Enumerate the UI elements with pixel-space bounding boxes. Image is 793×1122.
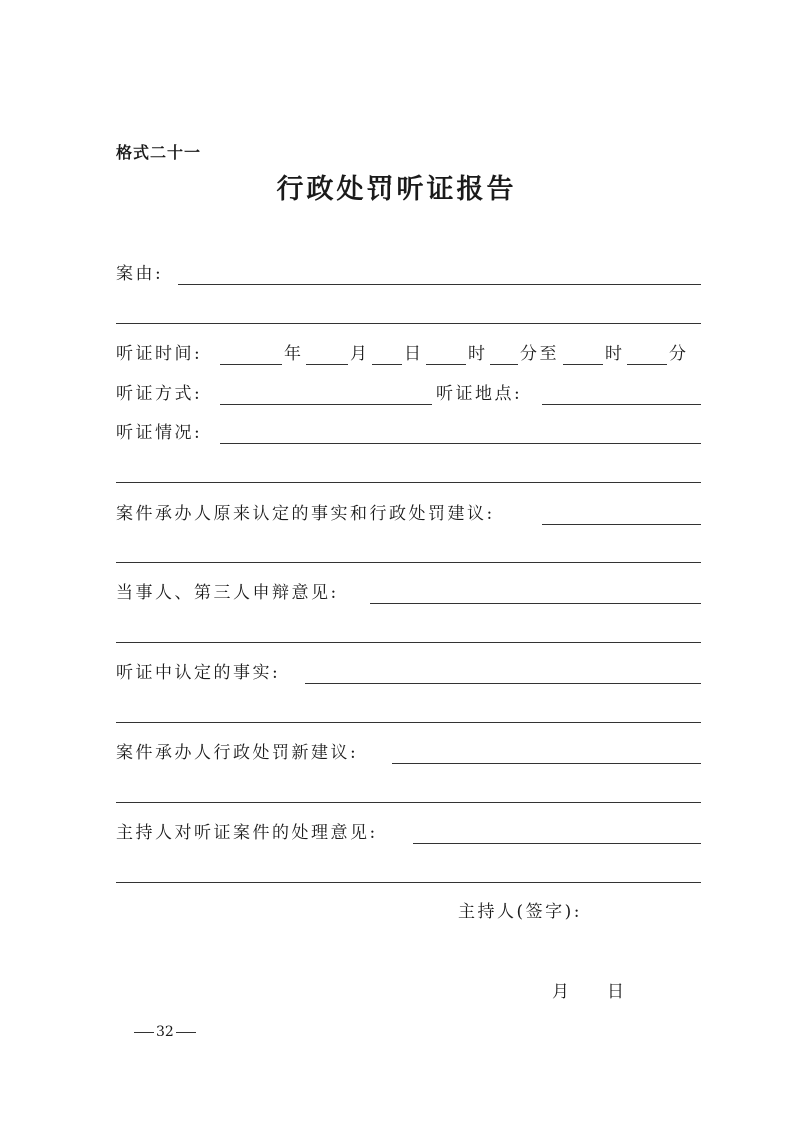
presiding-opinion-label: 主持人对听证案件的处理意见: (116, 823, 378, 843)
new-proposal-label: 案件承办人行政处罚新建议: (116, 743, 359, 763)
document-title: 行政处罚听证报告 (276, 174, 517, 205)
original-facts-line-2[interactable] (116, 562, 701, 563)
case-cause-label: 案由: (116, 264, 164, 284)
hearing-end-minute-line[interactable] (627, 364, 667, 365)
new-proposal-line-2[interactable] (116, 802, 701, 803)
page-number-dash-left (134, 1032, 154, 1033)
page-number-dash-right (176, 1032, 196, 1033)
hearing-year-line[interactable] (220, 364, 282, 365)
hearing-location-line[interactable] (542, 404, 701, 405)
year-unit: 年 (284, 344, 304, 364)
case-cause-line[interactable] (178, 284, 701, 285)
minute-to-unit: 分至 (520, 344, 559, 364)
presiding-opinion-line[interactable] (413, 843, 701, 844)
hearing-end-hour-line[interactable] (563, 364, 603, 365)
original-facts-label: 案件承办人原来认定的事实和行政处罚建议: (116, 504, 495, 524)
hearing-minute-line[interactable] (490, 364, 518, 365)
hearing-situation-line[interactable] (220, 443, 701, 444)
facts-found-line[interactable] (305, 683, 701, 684)
facts-found-line-2[interactable] (116, 722, 701, 723)
format-label: 格式二十一 (116, 143, 202, 162)
hearing-hour-line[interactable] (426, 364, 466, 365)
page-number-value: 32 (156, 1024, 174, 1040)
signature-day: 日 (607, 982, 627, 1002)
hearing-location-label: 听证地点: (436, 384, 523, 404)
parties-defense-label: 当事人、第三人申辩意见: (116, 583, 339, 603)
hearing-situation-label: 听证情况: (116, 423, 203, 443)
parties-defense-line-2[interactable] (116, 642, 701, 643)
hour-unit: 时 (468, 344, 488, 364)
hearing-month-line[interactable] (306, 364, 348, 365)
case-cause-line-2[interactable] (116, 323, 701, 324)
month-unit: 月 (350, 344, 370, 364)
hearing-day-line[interactable] (372, 364, 402, 365)
signature-month: 月 (552, 982, 572, 1002)
end-minute-unit: 分 (669, 344, 689, 364)
page-number (132, 1022, 198, 1042)
hearing-method-line[interactable] (220, 404, 432, 405)
parties-defense-line[interactable] (370, 603, 701, 604)
presiding-opinion-line-2[interactable] (116, 882, 701, 883)
hearing-situation-line-2[interactable] (116, 482, 701, 483)
end-hour-unit: 时 (605, 344, 625, 364)
original-facts-line[interactable] (542, 524, 701, 525)
day-unit: 日 (404, 344, 424, 364)
hearing-method-label: 听证方式: (116, 384, 203, 404)
hearing-time-label: 听证时间: (116, 344, 203, 364)
new-proposal-line[interactable] (392, 763, 701, 764)
presiding-signature-label: 主持人(签字): (458, 902, 582, 922)
facts-found-label: 听证中认定的事实: (116, 663, 281, 683)
